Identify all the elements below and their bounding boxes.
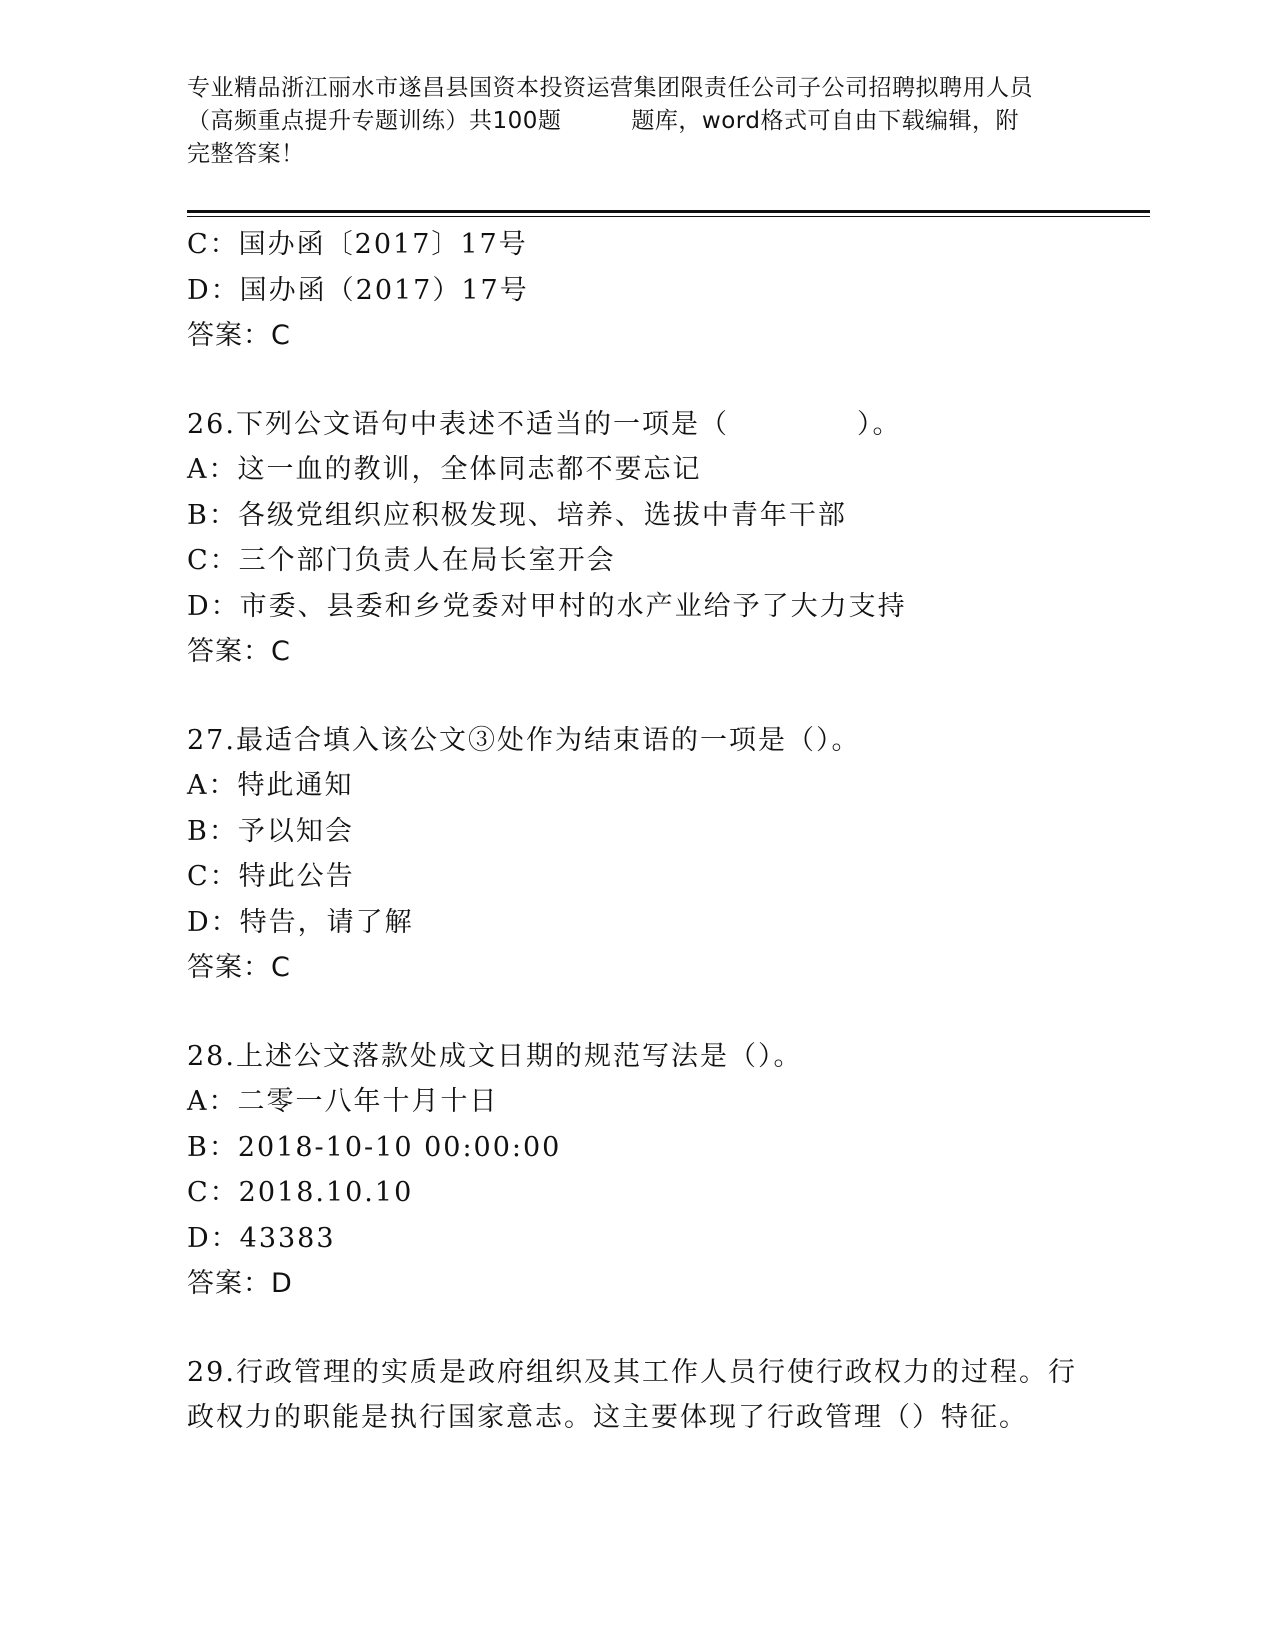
option-a: A：特此通知 [187,770,354,801]
question-list [187,222,1137,1440]
header-line-2 [187,105,1087,138]
question-27 [187,718,1137,991]
answer: 答案：D [187,1268,293,1299]
header-line-2a: （高频重点提升专题训练）共100题 [187,108,562,134]
option-b: B：2018-10-10 00:00:00 [187,1131,562,1163]
answer: 答案：C [187,636,291,667]
option-d: D：43383 [187,1222,336,1254]
question-stem: 27.最适合填入该公文③处作为结束语的一项是（）。 [187,724,861,756]
header-line-1: 专业精品浙江丽水市遂昌县国资本投资运营集团限责任公司子公司招聘拟聘用人员 [187,75,1033,101]
option-c: C：特此公告 [187,861,355,892]
option-c: C：2018.10.10 [187,1177,414,1208]
header-divider-thin [187,216,1150,217]
question-28 [187,1034,1137,1307]
question-stem-b: ）。 [856,408,902,440]
option-c: C：国办函〔2017〕17号 [187,229,528,260]
option-b: B：予以知会 [187,815,354,847]
question-29 [187,1350,1087,1440]
answer: 答案：C [187,952,291,983]
document-header [187,72,1087,171]
option-d: D：国办函（2017）17号 [187,274,529,306]
header-divider-thick [187,210,1150,213]
question-26 [187,402,1137,675]
question-stem-line-1: 29.行政管理的实质是政府组织及其工作人员行使行政权力的过程。行 [187,1356,1077,1388]
option-d: D：特告，请了解 [187,906,414,938]
header-line-3: 完整答案！ [187,141,305,167]
option-a: A：二零一八年十月十日 [187,1086,499,1117]
question-stem [187,402,1137,448]
answer: 答案：C [187,320,291,351]
question-stem: 28.上述公文落款处成文日期的规范写法是（）。 [187,1040,803,1072]
option-c: C：三个部门负责人在局长室开会 [187,545,616,576]
header-line-2b: 题库，word格式可自由下载编辑，附 [631,108,1019,134]
question-stem-line-2: 政权力的职能是执行国家意志。这主要体现了行政管理（）特征。 [187,1401,1028,1433]
option-a: A：这一血的教训，全体同志都不要忘记 [187,454,702,485]
question-stem-a: 26.下列公文语句中表述不适当的一项是（ [187,408,729,440]
option-d: D：市委、县委和乡党委对甲村的水产业给予了大力支持 [187,590,907,622]
option-b: B：各级党组织应积极发现、培养、选拔中青年干部 [187,499,847,531]
question-25-tail [187,222,1137,359]
